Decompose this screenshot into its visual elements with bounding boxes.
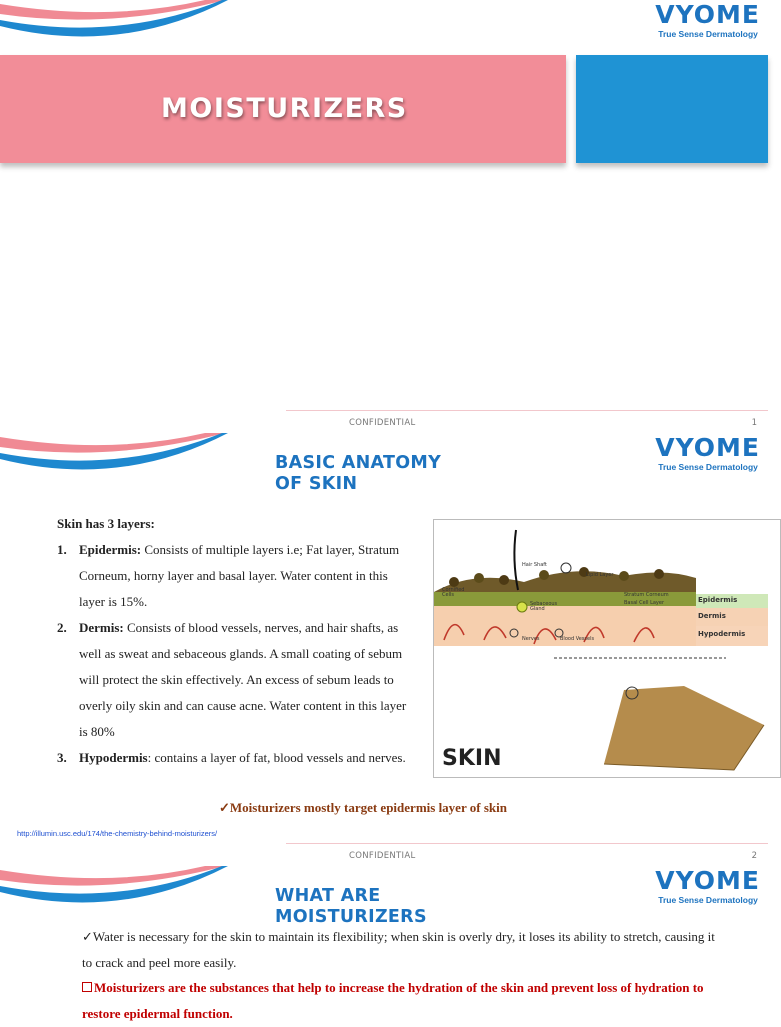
intro-line: Skin has 3 layers: [57, 516, 155, 531]
para-1 [82, 924, 722, 976]
skin-diagram [433, 519, 781, 778]
label-lipid-layer: Lipid Layer [586, 572, 614, 578]
slide-1 [0, 0, 768, 428]
label-blood-vessels: Blood Vessels [560, 636, 595, 642]
label-sebaceous-gland: Sebaceous Gland [530, 601, 558, 612]
heading-line-2: MOISTURIZERS [275, 907, 427, 927]
list-number: 2. [57, 620, 67, 635]
heading-line-2: OF SKIN [275, 474, 358, 494]
label-hair-shaft: Hair Shaft [522, 562, 547, 568]
swoosh-decoration [0, 866, 230, 918]
list-item [57, 537, 407, 615]
swoosh-decoration [0, 0, 230, 52]
slide-heading [275, 453, 441, 495]
slide-3 [0, 866, 768, 1024]
logo-tagline: True Sense Dermatology [658, 29, 758, 39]
list-item [57, 615, 407, 745]
skin-diagram-image [434, 520, 780, 777]
vyome-logo [655, 2, 760, 39]
term: Dermis: [79, 620, 124, 635]
check-icon: ✓ [82, 929, 93, 944]
vyome-logo [655, 868, 760, 905]
slide-2 [0, 433, 768, 843]
page-number: 1 [751, 418, 757, 428]
term: Epidermis: [79, 542, 142, 557]
check-note [219, 800, 507, 816]
description: : contains a layer of fat, blood vessels and nerves. [147, 750, 406, 765]
list-text [79, 745, 406, 771]
label-epidermis: Epidermis [698, 596, 738, 604]
slide-title: MOISTURIZERS [161, 93, 408, 124]
source-link[interactable]: http://illumin.usc.edu/174/the-chemistry-behind-moisturizers/ [17, 829, 218, 838]
list-number: 3. [57, 750, 67, 765]
label-dermis: Dermis [698, 612, 726, 620]
logo-wordmark: VYOME [655, 433, 760, 462]
label-skin: SKIN [442, 746, 502, 771]
label-basal-cell-layer: Basal Cell Layer [624, 600, 665, 606]
logo-tagline: True Sense Dermatology [658, 895, 758, 905]
title-banner-blue [576, 55, 768, 163]
check-note-text: Moisturizers mostly target epidermis layer of skin [229, 800, 507, 815]
list-text [79, 537, 407, 615]
list-number: 1. [57, 542, 67, 557]
para-2 [82, 975, 722, 1027]
heading-line-1: BASIC ANATOMY [275, 453, 442, 473]
page-number: 2 [751, 851, 757, 861]
slide-heading [275, 886, 427, 928]
check-icon: ✓ [219, 800, 230, 815]
confidential-label: CONFIDENTIAL [349, 851, 416, 861]
logo-wordmark: VYOME [655, 0, 760, 29]
footer-divider [286, 843, 768, 844]
list-item [57, 745, 407, 771]
para-2-text: Moisturizers are the substances that help to increase the hydration of the skin and prevent loss of hydration to restore epidermal function. [82, 980, 704, 1021]
hollow-square-bullet-icon [82, 982, 92, 992]
layers-text [57, 511, 407, 771]
logo-tagline: True Sense Dermatology [658, 462, 758, 472]
label-stratum-corneum: Stratum Corneum [624, 592, 669, 598]
logo-wordmark: VYOME [655, 866, 760, 895]
term: Hypodermis [79, 750, 148, 765]
footer-divider [286, 410, 768, 411]
label-hypodermis: Hypodermis [698, 630, 746, 638]
description: Consists of multiple layers i.e; Fat layer, Stratum Corneum, horny layer and basal layer. Water content in this layer is 15%. [79, 542, 400, 609]
swoosh-decoration [0, 433, 230, 485]
label-cornified-cells: Cornified Cells [442, 587, 465, 598]
list-text [79, 615, 407, 745]
description: Consists of blood vessels, nerves, and hair shafts, as well as sweat and sebaceous glands. A small coating of sebum will protect the skin effectively. An excess of sebum leads to overly oily skin and can cause acne. Water content in this layer is 80% [79, 620, 407, 739]
confidential-label: CONFIDENTIAL [349, 418, 416, 428]
para-1-text: Water is necessary for the skin to maintain its flexibility; when skin is overly dry, it loses its ability to stretch, causing it to crack and peel more easily. [82, 929, 715, 970]
vyome-logo [655, 435, 760, 472]
heading-line-1: WHAT ARE [275, 886, 381, 906]
label-nerves: Nerves [522, 636, 540, 642]
